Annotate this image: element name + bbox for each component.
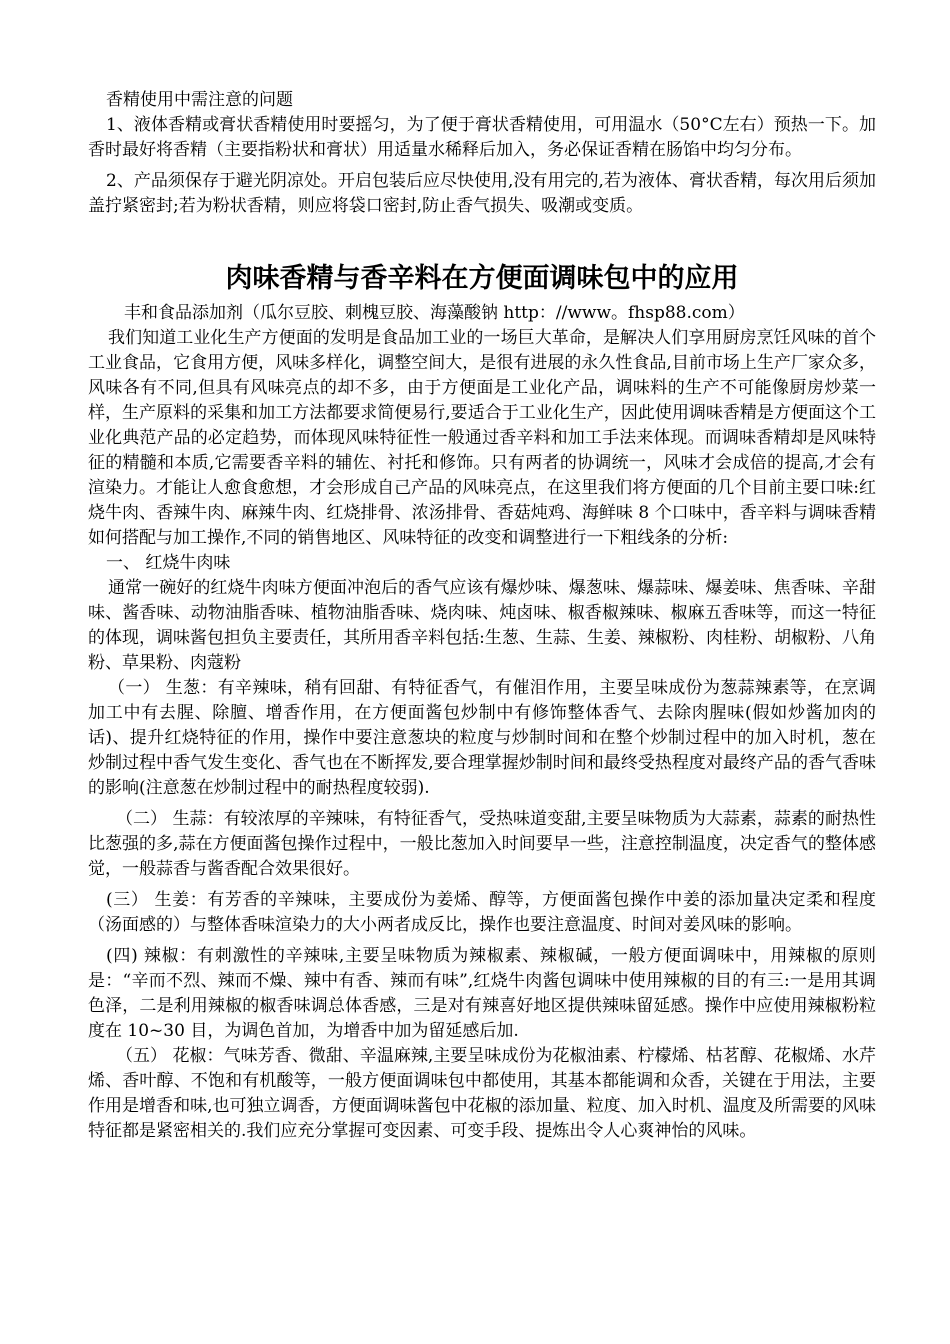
article-source: 丰和食品添加剂（瓜尔豆胶、刺槐豆胶、海藻酸钠 http：//www。fhsp88.com） [124,303,745,323]
section-paragraph-braised-beef: 通常一碗好的红烧牛肉味方便面冲泡后的香气应该有爆炒味、爆葱味、爆蒜味、爆姜味、焦香味、辛甜味、酱香味、动物油脂香味、植物油脂香味、烧肉味、炖卤味、椒香椒辣味、椒麻五香味等，而这一特征的体现，调味酱包担负主要责任，其所用香辛料包括:生葱、生蒜、生姜、辣椒粉、肉桂粉、胡椒粉、八角粉、草果粉、肉蔻粉 [88,578,876,673]
article-title: 肉味香精与香辛料在方便面调味包中的应用 [225,263,739,294]
intro-paragraph-1: 1、液体香精或膏状香精使用时要摇匀，为了便于膏状香精使用，可用温水（50°C左右）预热一下。加香时最好将香精（主要指粉状和膏状）用适量水稀释后加入，务必保证香精在肠馅中均匀分布。 [88,115,877,160]
item-chili: (四) 辣椒：有刺激性的辛辣味,主要呈味物质为辣椒素、辣椒碱，一般方便面调味中，用辣椒的原则是：“辛而不烈、辣而不燥、辣中有香、辣而有味”,红烧牛肉酱包调味中使用辣椒的目的有三:一是用其调色泽，二是利用辣椒的椒香味调总体香感，三是对有辣喜好地区提供辣味留延感。操作中应使用辣椒粉粒度在 10~30 目，为调色首加，为增香中加为留延感后加. [88,946,876,1041]
section-heading-braised-beef: 一、 红烧牛肉味 [106,553,231,573]
document-page [88,88,876,1144]
item-scallion: （一） 生葱：有辛辣味，稍有回甜、有特征香气，有催泪作用，主要呈味成份为葱蒜辣素等，在烹调加工中有去腥、除膻、增香作用，在方便面酱包炒制中有修饰整体香气、去除肉腥味(假如炒酱加肉的话)、提升红烧特征的作用，操作中要注意葱块的粒度与炒制时间和在整个炒制过程中的加入时机，葱在炒制过程中香气发生变化、香气也在不断挥发,要合理掌握炒制时间和最终受热程度对最终产品的香气香味的影响(注意葱在炒制过程中的耐热程度较弱). [88,678,876,798]
item-sichuan-pepper: （五） 花椒：气味芳香、微甜、辛温麻辣,主要呈味成份为花椒油素、柠檬烯、枯茗醇、花椒烯、水芹烯、香叶醇、不饱和有机酸等，一般方便面调味包中都使用，其基本都能调和众香，关键在于用法，主要作用是增香和味,也可独立调香，方便面调味酱包中花椒的添加量、粒度、加入时机、温度及所需要的风味特征都是紧密相关的.我们应充分掌握可变因素、可变手段、提炼出令人心爽神怡的风味。 [88,1046,876,1141]
intro-paragraph-2: 2、产品须保存于避光阴凉处。开启包装后应尽快使用,没有用完的,若为液体、膏状香精，每次用后须加盖拧紧密封;若为粉状香精，则应将袋口密封,防止香气损失、吸潮或变质。 [88,171,876,216]
article-intro-paragraph: 我们知道工业化生产方便面的发明是食品加工业的一场巨大革命，是解决人们享用厨房烹饪风味的首个工业食品，它食用方便，风味多样化，调整空间大，是很有进展的永久性食品,目前市场上生产厂家众多，风味各有不同,但具有风味亮点的却不多，由于方便面是工业化产品，调味料的生产不可能像厨房炒菜一样，生产原料的采集和加工方法都要求简便易行,要适合于工业化生产，因此使用调味香精是方便面这个工业化典范产品的必定趋势，而体现风味特征性一般通过香辛料和加工手法来体现。而调味香精却是风味特征的精髓和本质,它需要香辛料的辅佐、衬托和修饰。只有两者的协调统一，风味才会成倍的提高,才会有渲染力。才能让人愈食愈想，才会形成自己产品的风味亮点，在这里我们将方便面的几个目前主要口味:红烧牛肉、香辣牛肉、麻辣牛肉、红烧排骨、浓汤排骨、香菇炖鸡、海鲜味 8 个口味中，香辛料与调味香精如何搭配与加工操作,不同的销售地区、风味特征的改变和调整进行一下粗线条的分析: [88,328,876,548]
intro-heading: 香精使用中需注意的问题 [106,90,293,110]
item-ginger: (三） 生姜：有芳香的辛辣味，主要成份为姜烯、醇等，方便面酱包操作中姜的添加量决定柔和程度（汤面感的）与整体香味渲染力的大小两者成反比，操作也要注意温度、时间对姜风味的影响。 [88,890,876,935]
item-garlic: （二） 生蒜：有较浓厚的辛辣味，有特征香气，受热味道变甜,主要呈味物质为大蒜素，蒜素的耐热性比葱强的多,蒜在方便面酱包操作过程中，一般比葱加入时间要早一些，注意控制温度，决定香气的整体感觉，一般蒜香与酱香配合效果很好。 [88,809,876,879]
